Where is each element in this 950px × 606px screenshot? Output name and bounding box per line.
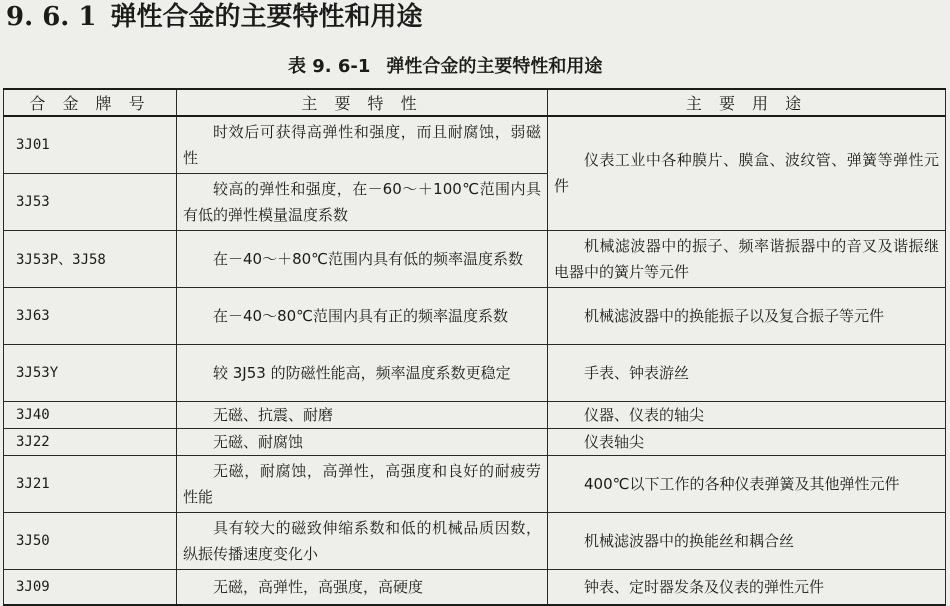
use-cell: 仪器、仪表的轴尖	[548, 401, 946, 428]
table-row	[4, 287, 946, 344]
grade-cell: 3J21	[4, 455, 177, 512]
alloy-spec-table	[3, 88, 946, 606]
use-cell: 机械滤波器中的振子、频率谐振器中的音叉及谐振继电器中的簧片等元件	[548, 230, 946, 287]
table-row	[4, 230, 946, 287]
header-use: 主 要 用 途	[548, 89, 946, 116]
use-cell-merged: 仪表工业中各种膜片、膜盒、波纹管、弹簧等弹性元件	[548, 116, 946, 230]
section-title: 弹性合金的主要特性和用途	[110, 2, 423, 32]
header-property: 主 要 特 性	[177, 89, 548, 116]
use-cell: 机械滤波器中的换能振子以及复合振子等元件	[548, 287, 946, 344]
property-cell: 较 3J53 的防磁性能高，频率温度系数更稳定	[177, 344, 548, 401]
section-number: 9. 6. 1	[6, 2, 97, 32]
use-cell: 仪表轴尖	[548, 428, 946, 455]
use-cell: 手表、钟表游丝	[548, 344, 946, 401]
property-cell: 无磁、抗震、耐磨	[177, 401, 548, 428]
table-row	[4, 401, 946, 428]
grade-cell: 3J40	[4, 401, 177, 428]
table-row	[4, 428, 946, 455]
grade-cell: 3J01	[4, 116, 177, 173]
grade-cell: 3J53Y	[4, 344, 177, 401]
property-cell: 具有较大的磁致伸缩系数和低的机械品质因数，纵振传播速度变化小	[177, 512, 548, 569]
property-cell: 无磁、耐腐蚀	[177, 428, 548, 455]
property-cell: 在－40～80℃范围内具有正的频率温度系数	[177, 287, 548, 344]
grade-cell: 3J53P、3J58	[4, 230, 177, 287]
property-cell: 无磁，耐腐蚀，高弹性，高强度和良好的耐疲劳性能	[177, 455, 548, 512]
property-cell: 在－40～＋80℃范围内具有低的频率温度系数	[177, 230, 548, 287]
grade-cell: 3J09	[4, 569, 177, 605]
table-row	[4, 116, 946, 173]
section-heading	[6, 0, 423, 34]
grade-cell: 3J53	[4, 173, 177, 230]
grade-cell: 3J50	[4, 512, 177, 569]
use-cell: 机械滤波器中的换能丝和耦合丝	[548, 512, 946, 569]
table-header-row	[4, 89, 946, 116]
use-cell: 钟表、定时器发条及仪表的弹性元件	[548, 569, 946, 605]
table-row	[4, 344, 946, 401]
header-grade: 合 金 牌 号	[4, 89, 177, 116]
table-caption-title: 弹性合金的主要特性和用途	[386, 56, 603, 77]
use-cell: 400℃以下工作的各种仪表弹簧及其他弹性元件	[548, 455, 946, 512]
table-row	[4, 512, 946, 569]
grade-cell: 3J22	[4, 428, 177, 455]
property-cell: 无磁，高弹性，高强度，高硬度	[177, 569, 548, 605]
grade-cell: 3J63	[4, 287, 177, 344]
property-cell: 较高的弹性和强度，在－60～＋100℃范围内具有低的弹性模量温度系数	[177, 173, 548, 230]
property-cell: 时效后可获得高弹性和强度，而且耐腐蚀，弱磁性	[177, 116, 548, 173]
table-row	[4, 569, 946, 605]
table-row	[4, 455, 946, 512]
table-caption	[288, 53, 602, 81]
table-caption-number: 表 9. 6-1	[288, 56, 371, 77]
